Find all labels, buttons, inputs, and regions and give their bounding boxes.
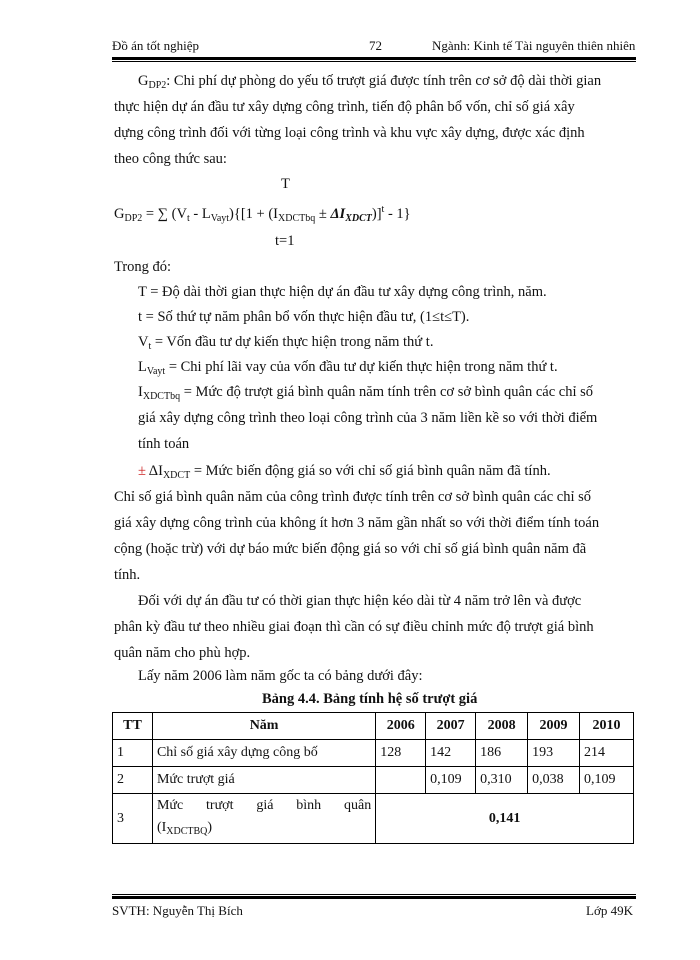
cell-value: 142 (426, 740, 476, 767)
row-name: Mức trượt giá (152, 767, 375, 794)
para1-line2: thực hiện dự án đầu tư xây dựng công trình, tiến độ phân bổ vốn, chỉ số giá xây (114, 99, 575, 115)
row-tt: 2 (113, 767, 153, 794)
page-number: 72 (369, 38, 382, 53)
cell-value: 186 (476, 740, 528, 767)
definition-Vt: $V_t$ = Vốn đầu tư dự kiến thực hiện trong năm thứ t. (138, 334, 434, 352)
cell-value: 0,038 (528, 767, 580, 794)
row-name-line1: Mức trượt giá bình quân (156, 797, 372, 813)
table-header-row (113, 713, 634, 740)
cell-value: 214 (580, 740, 634, 767)
cell-value: 0,310 (476, 767, 528, 794)
para3-line3: quân năm cho phù hợp. (114, 645, 251, 661)
header-2008: 2008 (476, 713, 528, 740)
header-2009: 2009 (528, 713, 580, 740)
header-2006: 2006 (376, 713, 426, 740)
average-value: 0,141 (376, 794, 634, 844)
cell-value: 193 (528, 740, 580, 767)
para3-line2: phân kỳ đầu tư theo nhiều giai đoạn thì cần có sự điều chỉnh mức độ trượt giá bình (114, 619, 594, 635)
cell-value (376, 767, 426, 794)
header-left: Đồ án tốt nghiệp (112, 38, 200, 53)
header-tt: TT (113, 713, 153, 740)
definition-LVayt: $L_{Vayt}$ = Chi phí lãi vay của vốn đầu tư dự kiến thực hiện trong năm thứ t. (138, 359, 558, 377)
definition-T: T = Độ dài thời gian thực hiện dự án đầu tư xây dựng công trình, năm. (138, 284, 547, 300)
row-name-line2: $(I_{XDCTBQ})$ (156, 819, 213, 837)
para2-line4: tính. (114, 567, 141, 583)
definition-t: t = Số thứ tự năm phân bổ vốn thực hiện đầu tư, (1≤t≤T). (138, 309, 470, 325)
row-name (152, 794, 375, 844)
formula-lower-limit: t=1 (275, 233, 295, 249)
cell-value: 0,109 (426, 767, 476, 794)
definition-IXDCTbq-line2: giá xây dựng công trình theo loại công trình của 3 năm liền kề so với thời điểm (138, 410, 598, 426)
para2-line2: giá xây dựng công trình của không ít hơn 3 năm gần nhất so với thời điểm tính toán (114, 515, 600, 531)
table-row (113, 767, 634, 794)
table-caption: Bảng 4.4. Bảng tính hệ số trượt giá (262, 691, 478, 707)
para1-line4: theo công thức sau: (114, 151, 227, 167)
header-2010: 2010 (580, 713, 634, 740)
footer-rule (112, 894, 636, 899)
row-name: Chỉ số giá xây dựng công bố (152, 740, 375, 767)
cell-value: 0,109 (580, 767, 634, 794)
row-tt: 1 (113, 740, 153, 767)
definition-IXDCTbq-line3: tính toán (138, 436, 190, 452)
header-right: Ngành: Kinh tế Tài nguyên thiên nhiên (432, 38, 636, 53)
header-rule (112, 57, 636, 62)
footer-right: Lớp 49K (586, 903, 633, 918)
para2-line1: Chỉ số giá bình quân năm của công trình được tính trên cơ sở bình quân các chỉ số (114, 489, 592, 505)
table-row (113, 794, 634, 844)
price-index-table (112, 712, 634, 844)
header-year: Năm (152, 713, 375, 740)
row-tt: 3 (113, 794, 153, 844)
header-2007: 2007 (426, 713, 476, 740)
table-row (113, 740, 634, 767)
para1-line1: $G_{DP2}$: Chi phí dự phòng do yếu tố trượt giá được tính trên cơ sở độ dài thời gian (138, 73, 602, 91)
para3-line1: Đối với dự án đầu tư có thời gian thực hiện kéo dài từ 4 năm trở lên và được (138, 593, 582, 609)
para1-line3: dựng công trình đối với từng loại công trình và khu vực xây dựng, được xác định (114, 125, 585, 141)
where-label: Trong đó: (114, 259, 172, 275)
para2-line3: cộng (hoặc trừ) với dự báo mức biến động giá so với chỉ số giá bình quân năm đã (114, 541, 587, 557)
formula: $G_{DP2}$ = ∑ $(V_t - L_{Vayt})\{[1 + (I_{XDCTbq} \pm \Delta I_{XDCT})]^t - 1\}$ (114, 204, 411, 224)
definition-IXDCTbq: $I_{XDCTbq}$ = Mức độ trượt giá bình quân năm tính trên cơ sở bình quân các chỉ số (138, 384, 594, 402)
footer-left: SVTH: Nguyễn Thị Bích (112, 903, 243, 918)
formula-upper-limit: T (281, 176, 290, 192)
definition-deltaI: ± $\Delta I_{XDCT}$ = Mức biến động giá so với chỉ số giá bình quân năm đã tính. (138, 463, 551, 481)
para4: Lấy năm 2006 làm năm gốc ta có bảng dưới đây: (138, 668, 423, 684)
cell-value: 128 (376, 740, 426, 767)
